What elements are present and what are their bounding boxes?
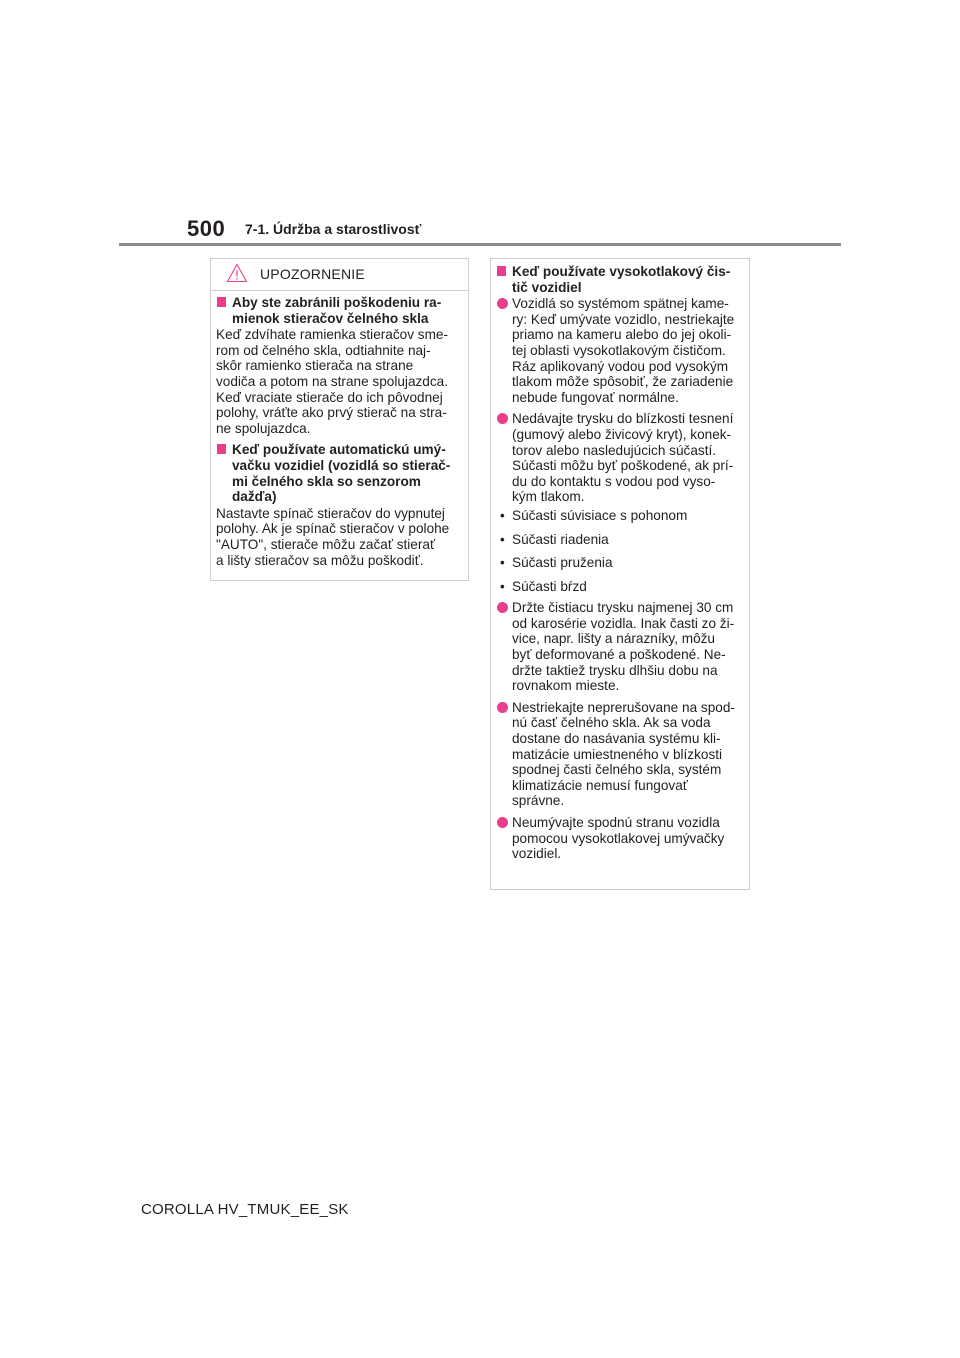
- sub-bullet-marker: •: [500, 531, 505, 547]
- warning-content: [211, 291, 468, 568]
- sub-list-item: [496, 532, 745, 548]
- paragraph-text: Nastavte spínač stieračov do vypnutej polohy. Ak je spínač stieračov v polohe "AUTO", stierače môžu začať stierať a lišty stieračov sa môžu poškodiť.: [216, 505, 450, 568]
- square-bullet-icon: [217, 297, 226, 307]
- warning-item-text: [216, 327, 464, 436]
- footer-model-code: COROLLA HV_TMUK_EE_SK: [141, 1201, 349, 1218]
- list-item: [496, 815, 745, 862]
- warning-item-heading: [216, 442, 464, 504]
- list-item-text: Nestriekajte neprerušovane na spod- nú časť čelného skla. Ak sa voda dostane do nasávania systému kli- matizácie umiestneného v blízkosti spodnej časti čelného skla, systém klimatizácie nemusí fungovať správne.: [512, 699, 735, 809]
- warning-item-text: [216, 506, 464, 568]
- sub-bullet-marker: •: [500, 555, 505, 571]
- info-content: [491, 259, 749, 862]
- sub-item-text: Súčasti pruženia: [512, 555, 613, 571]
- circle-bullet-icon: [497, 817, 508, 828]
- sub-list-item: [496, 508, 745, 524]
- circle-bullet-icon: [497, 413, 508, 424]
- square-bullet-icon: [497, 266, 506, 276]
- sub-bullet-marker: •: [500, 578, 505, 594]
- list-item-text: Neumývajte spodnú stranu vozidla pomocou vysokotlakovej umývačky vozidiel.: [512, 815, 725, 862]
- warning-triangle-icon: [226, 263, 248, 283]
- warning-label: UPOZORNENIE: [260, 266, 365, 282]
- sub-item-text: Súčasti súvisiace s pohonom: [512, 507, 688, 523]
- sub-bullet-marker: •: [500, 507, 505, 523]
- page-number: 500: [187, 216, 226, 241]
- circle-bullet-icon: [497, 298, 508, 309]
- section-title: 7-1. Údržba a starostlivosť: [245, 221, 422, 237]
- circle-bullet-icon: [497, 702, 508, 713]
- square-bullet-icon: [217, 444, 226, 454]
- sub-item-text: Súčasti riadenia: [512, 531, 609, 547]
- list-item-text: Nedávajte trysku do blízkosti tesnení (gumový alebo živicový kryt), konek- torov alebo nasledujúcich súčastí. Súčasti môžu byť poškodené, ak prí- du do kontaktu s vodou pod vyso- kým tlakom.: [512, 411, 734, 505]
- warning-box: [210, 258, 469, 581]
- heading-text: Keď používate automatickú umý- vačku vozidiel (vozidlá so stierač- mi čelného skla so senzorom dažďa): [232, 442, 451, 505]
- info-box: [490, 258, 750, 890]
- sub-list-item: [496, 555, 745, 571]
- warning-header: [211, 259, 468, 291]
- list-item: [496, 296, 745, 405]
- list-item-text: Držte čistiacu trysku najmenej 30 cm od karosérie vozidla. Inak časti zo ži- vice, napr. lišty a nárazníky, môžu byť deformované a poškodené. Ne- držte taktiež trysku dlhšiu dobu na rovnakom mieste.: [512, 600, 735, 694]
- paragraph-text: Keď zdvíhate ramienka stieračov sme- rom od čelného skla, odtiahnite naj- skôr ramienko stierača na strane vodiča a potom na strane spolujazdca. Keď vraciate stierače do ich pôvodnej polohy, vráťte ako prvý stierač na stra- ne spolujazdca.: [216, 327, 448, 436]
- warning-item-heading: [216, 295, 464, 326]
- sub-item-text: Súčasti bŕzd: [512, 578, 587, 594]
- list-item-text: Vozidlá so systémom spätnej kame- ry: Keď umývate vozidlo, nestriekajte priamo na kameru alebo do jej okoli- tej oblasti vysokotlakovým čističom. Ráz aplikovaný vodou pod vysokým tlakom môže spôsobiť, že zariadenie nebude fungovať normálne.: [512, 296, 735, 405]
- header-divider: [119, 243, 841, 246]
- circle-bullet-icon: [497, 602, 508, 613]
- info-heading: [496, 264, 745, 295]
- sub-list-item: [496, 579, 745, 595]
- list-item: [496, 700, 745, 809]
- heading-text: Aby ste zabránili poškodeniu ra- mienok stieračov čelného skla: [232, 295, 442, 326]
- heading-text: Keď používate vysokotlakový čis- tič vozidiel: [512, 264, 731, 295]
- list-item: [496, 600, 745, 694]
- list-item: [496, 411, 745, 505]
